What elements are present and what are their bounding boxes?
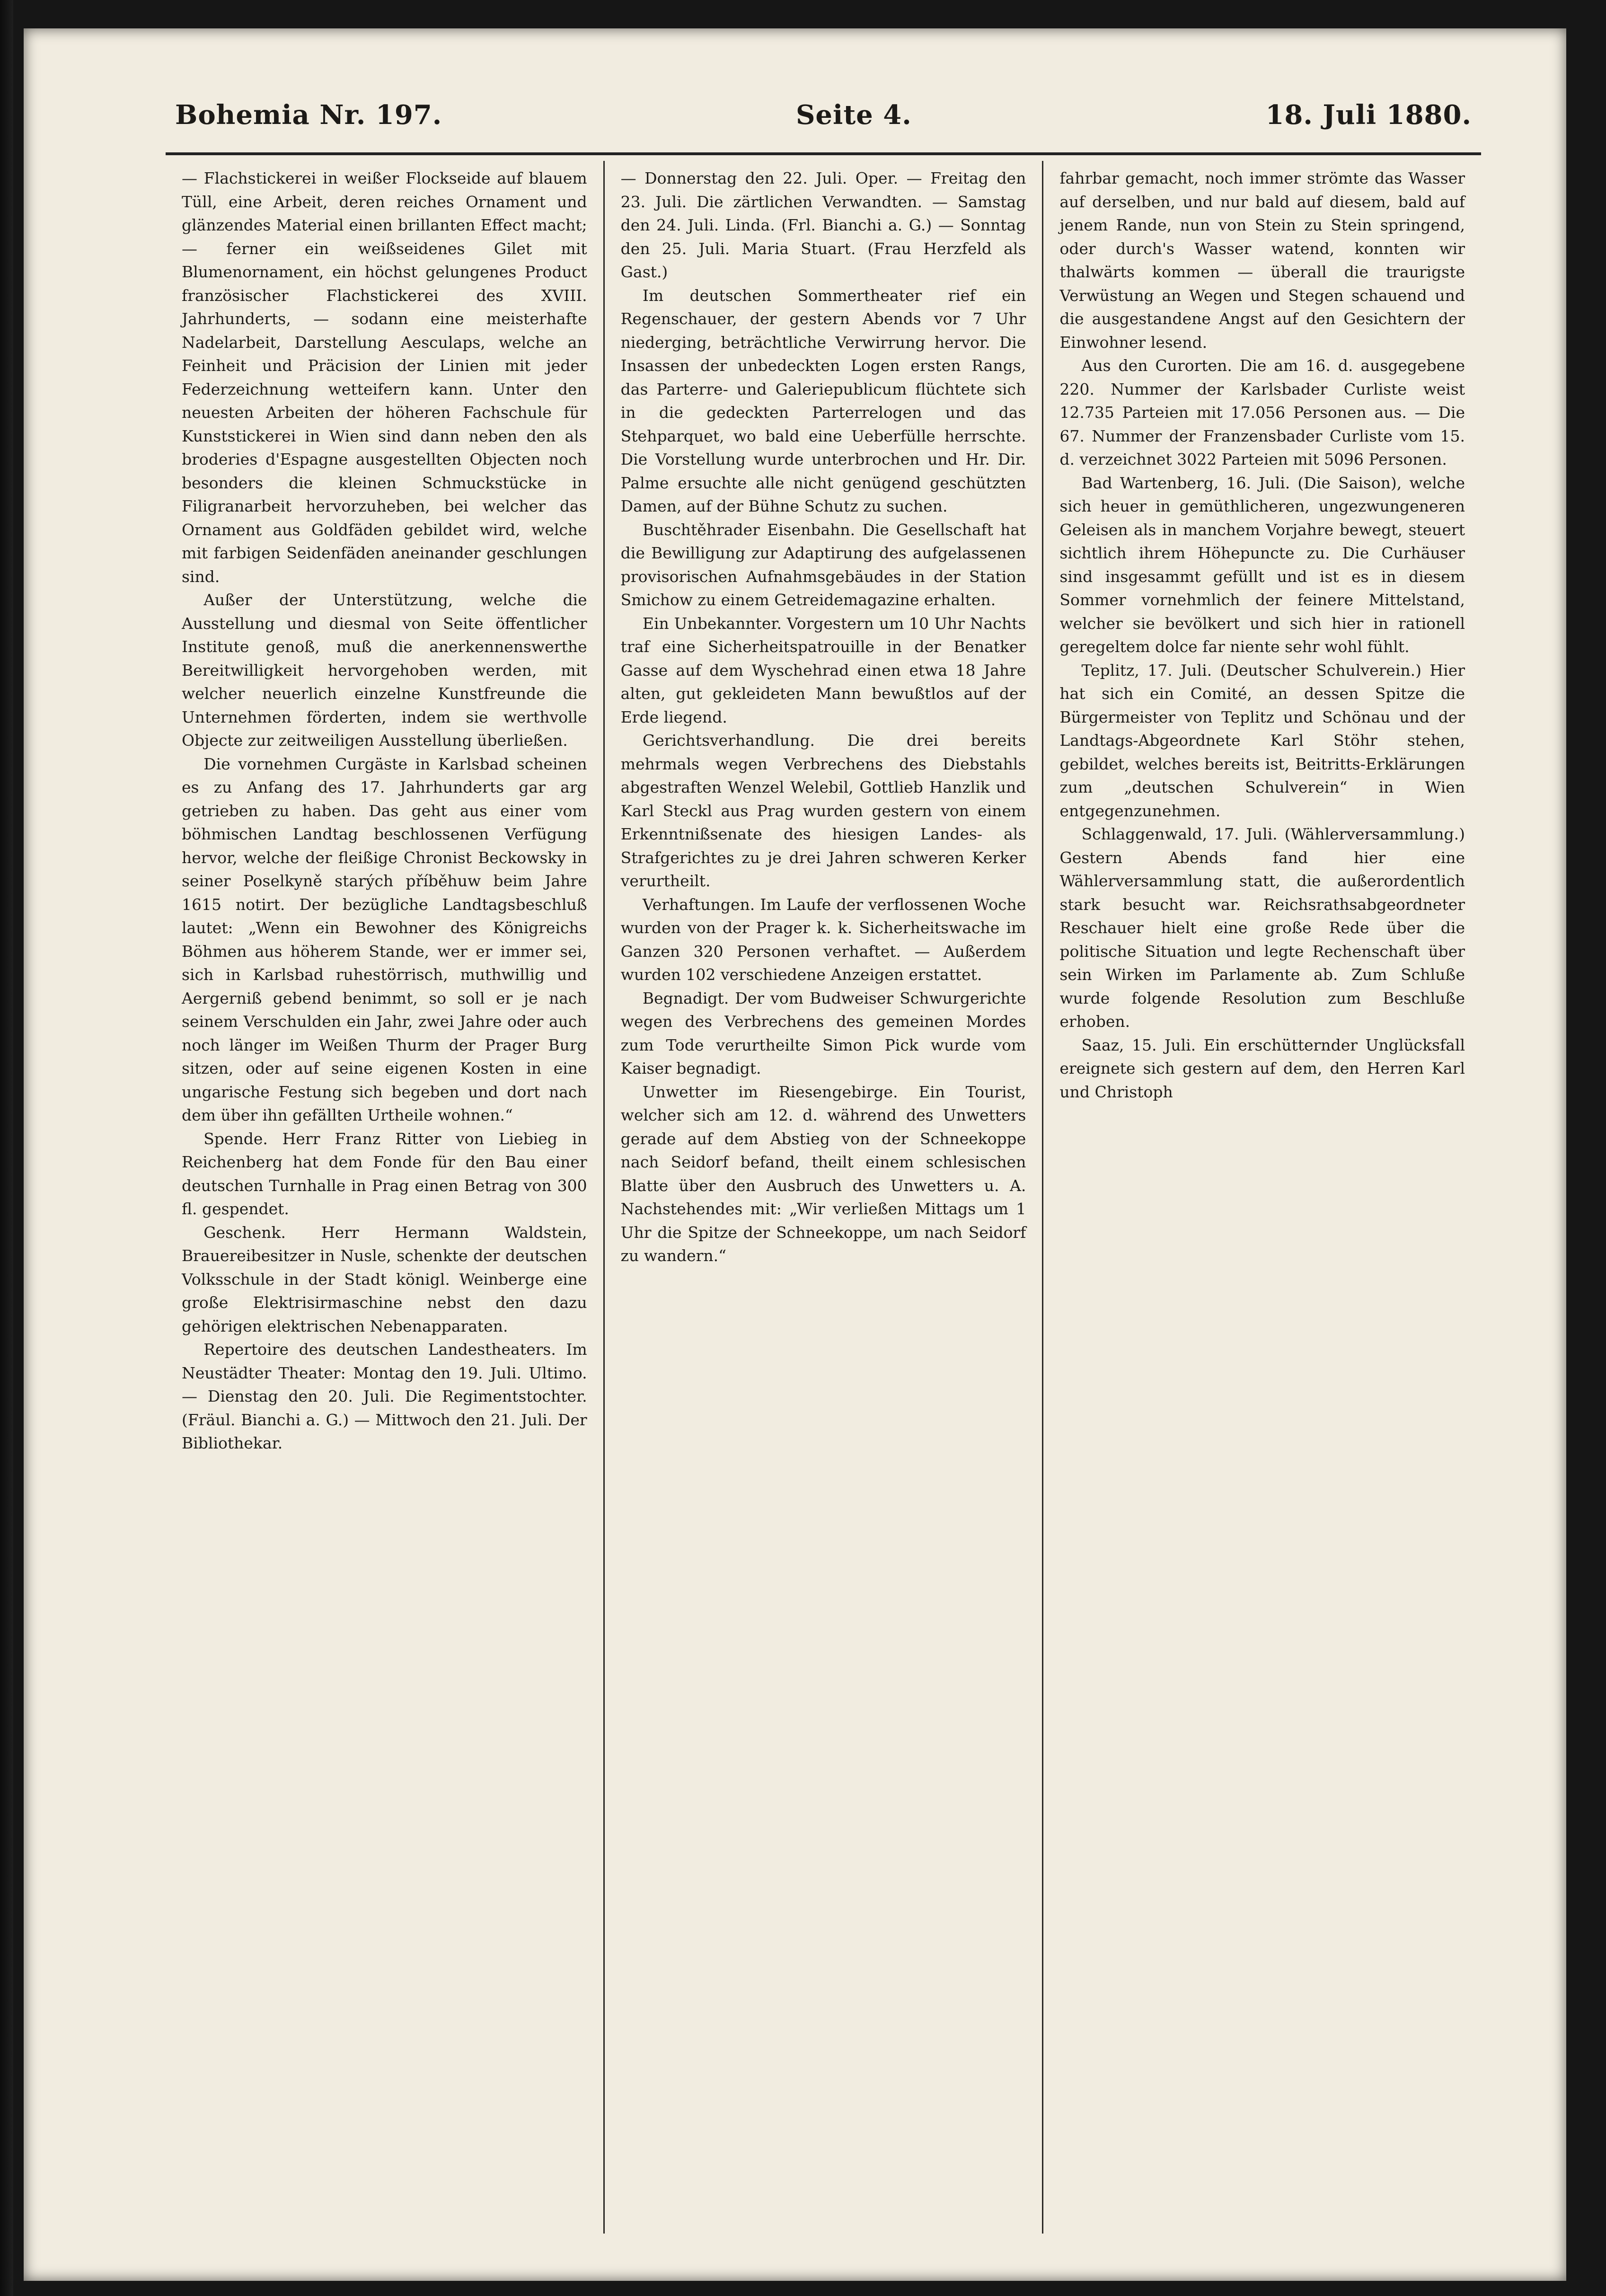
column-2 — [603, 161, 1042, 2234]
article-paragraph: Unwetter im Riesengebirge. Ein Tourist, welcher sich am 12. d. während des Unwetters gerade auf dem Abstieg von der Schneekoppe nach Seidorf befand, theilt einem schlesischen Blatte über den Ausbruch des Unwetters u. A. Nachstehendes mit: „Wir verließen Mittags um 1 Uhr die Spitze der Schneekoppe, um nach Seidorf zu wandern.“ — [620, 1082, 1026, 1265]
article-paragraph: Verhaftungen. Im Laufe der verflossenen Woche wurden von der Prager k. k. Sicherheitswache im Ganzen 320 Personen verhaftet. — Außerdem wurden 102 verschiedene Anzeigen erstattet. — [620, 895, 1026, 984]
text-columns — [166, 161, 1481, 2234]
newspaper-page — [24, 28, 1566, 2281]
article-paragraph: Gerichtsverhandlung. Die drei bereits mehrmals wegen Verbrechens des Diebstahls abgestraften Wenzel Welebil, Gottlieb Hanzlik und Karl Steckl aus Prag wurden gestern von einem Erkenntnißsenate des hiesigen Landes- als Strafgerichtes zu je drei Jahren schweren Kerker verurtheilt. — [620, 731, 1026, 890]
article-paragraph: Die vornehmen Curgäste in Karlsbad scheinen es zu Anfang des 17. Jahrhunderts gar arg getrieben zu haben. Das geht aus einer vom böhmischen Landtag beschlossenen Verfügung hervor, welche der fleißige Chronist Beckowsky in seiner Poselkyně starých příběhuw beim Jahre 1615 notirt. Der bezügliche Landtagsbeschluß lautet: „Wenn ein Bewohner des Königreichs Böhmen aus höherem Stande, wer er immer sei, sich in Karlsbad ruhestörrisch, muthwillig und Aergerniß gebend benimmt, so soll er je nach seinem Verschulden ein Jahr, zwei Jahre oder auch noch länger im Weißen Thurm der Prager Burg sitzen, oder auf seine eigenen Kosten in eine ungarische Festung sich begeben und dort nach dem über ihn gefällten Urtheile wohnen.“ — [182, 754, 587, 1124]
paper-name: Bohemia Nr. 197. — [175, 99, 442, 131]
article-paragraph: Schlaggenwald, 17. Juli. (Wählerversammlung.) Gestern Abends fand hier eine Wählerversammlung statt, die außerordentlich stark besucht war. Reichsrathsabgeordneter Reschauer hielt eine große Rede über die politische Situation und legte Rechenschaft über sein Wirken im Parlamente ab. Zum Schluße wurde folgende Resolution zum Beschluße erhoben. — [1059, 825, 1465, 1031]
column-3 — [1042, 161, 1481, 2234]
article-paragraph: — Flachstickerei in weißer Flockseide auf blauem Tüll, eine Arbeit, deren reiches Ornament und glänzendes Material einen brillanten Effect macht; — ferner ein weißseidenes Gilet mit Blumenornament, ein höchst gelungenes Product französischer Flachstickerei des XVIII. Jahrhunderts, — sodann eine meisterhafte Nadelarbeit, Darstellung Aesculaps, welche an Feinheit und Präcision der Linien mit jeder Federzeichnung wetteifern kann. Unter den neuesten Arbeiten der höheren Fachschule für Kunststickerei in Wien sind dann neben den als broderies d'Espagne ausgestellten Objecten noch besonders die kleinen Schmuckstücke in Filigranarbeit hervorzuheben, bei welcher das Ornament aus Goldfäden gebildet wird, welche mit farbigen Seidenfäden aneinander geschlungen sind. — [182, 169, 587, 586]
binding-edge — [0, 0, 13, 2296]
article-paragraph: Repertoire des deutschen Landestheaters. Im Neustädter Theater: Montag den 19. Juli. Ultimo. — Dienstag den 20. Juli. Die Regimentstochter. (Fräul. Bianchi a. G.) — Mittwoch den 21. Juli. Der Bibliothekar. — [182, 1340, 587, 1452]
issue-date: 18. Juli 1880. — [1265, 99, 1472, 131]
article-paragraph: Im deutschen Sommertheater rief ein Regenschauer, der gestern Abends vor 7 Uhr niederging, beträchtliche Verwirrung hervor. Die Insassen der unbedeckten Logen ersten Rangs, das Parterre- und Galeriepublicum flüchtete sich in die gedeckten Parterrelogen und das Stehparquet, wo bald eine Ueberfülle herrschte. Die Vorstellung wurde unterbrochen und Hr. Dir. Palme ersuchte alle nicht genügend geschützten Damen, auf der Bühne Schutz zu suchen. — [620, 286, 1026, 515]
article-paragraph: Buschtěhrader Eisenbahn. Die Gesellschaft hat die Bewilligung zur Adaptirung des aufgelassenen provisorischen Aufnahmsgebäudes in der Station Smichow zu einem Getreidemagazine erhalten. — [620, 520, 1026, 609]
article-paragraph: fahrbar gemacht, noch immer strömte das Wasser auf derselben, und nur bald auf diesem, bald auf jenem Rande, nun von Stein zu Stein springend, oder durch's Wasser watend, konnten wir thalwärts kommen — überall die traurigste Verwüstung an Wegen und Stegen schauend und die ausgestandene Angst auf den Gesichtern der Einwohner lesend. — [1059, 169, 1465, 352]
article-paragraph: Bad Wartenberg, 16. Juli. (Die Saison), welche sich heuer in gemüthlicheren, ungezwungeneren Geleisen als in manchem Vorjahre bewegt, steuert sichtlich ihrem Höhepuncte zu. Die Curhäuser sind insgesammt gefüllt und ist es in diesem Sommer vornehmlich der feinere Mittelstand, welcher sie bevölkert und sich hier in rationell geregeltem dolce far niente sehr wohl fühlt. — [1059, 473, 1465, 656]
article-paragraph: — Donnerstag den 22. Juli. Oper. — Freitag den 23. Juli. Die zärtlichen Verwandten. — Samstag den 24. Juli. Linda. (Frl. Bianchi a. G.) — Sonntag den 25. Juli. Maria Stuart. (Frau Herzfeld als Gast.) — [620, 169, 1026, 281]
article-paragraph: Teplitz, 17. Juli. (Deutscher Schulverein.) Hier hat sich ein Comité, an dessen Spitze die Bürgermeister von Teplitz und Schönau und der Landtags-Abgeordnete Karl Stöhr stehen, gebildet, welches bereits ist, Beitritts-Erklärungen zum „deutschen Schulverein“ in Wien entgegenzunehmen. — [1059, 661, 1465, 820]
article-paragraph: Geschenk. Herr Hermann Waldstein, Brauereibesitzer in Nusle, schenkte der deutschen Volksschule in der Stadt königl. Weinberge eine große Elektrisirmaschine nebst den dazu gehörigen elektrischen Nebenapparaten. — [182, 1223, 587, 1335]
article-paragraph: Saaz, 15. Juli. Ein erschütternder Unglücksfall ereignete sich gestern auf dem, den Herren Karl und Christoph — [1059, 1035, 1465, 1101]
header-rule — [166, 152, 1481, 155]
article-paragraph: Ein Unbekannter. Vorgestern um 10 Uhr Nachts traf eine Sicherheitspatrouille in der Benatker Gasse auf dem Wyschehrad einen etwa 18 Jahre alten, gut gekleideten Mann bewußtlos auf der Erde liegend. — [620, 614, 1026, 726]
article-paragraph: Spende. Herr Franz Ritter von Liebieg in Reichenberg hat dem Fonde für den Bau einer deutschen Turnhalle in Prag einen Betrag von 300 fl. gespendet. — [182, 1129, 587, 1218]
page-header — [175, 99, 1472, 142]
column-1 — [166, 161, 603, 2234]
page-number: Seite 4. — [795, 99, 912, 131]
article-paragraph: Begnadigt. Der vom Budweiser Schwurgerichte wegen des Verbrechens des gemeinen Mordes zum Tode verurtheilte Simon Pick wurde vom Kaiser begnadigt. — [620, 989, 1026, 1077]
article-paragraph: Aus den Curorten. Die am 16. d. ausgegebene 220. Nummer der Karlsbader Curliste weist 12.735 Parteien mit 17.056 Personen aus. — Die 67. Nummer der Franzensbader Curliste vom 15. d. verzeichnet 3022 Parteien mit 5096 Personen. — [1059, 356, 1465, 468]
article-paragraph: Außer der Unterstützung, welche die Ausstellung und diesmal von Seite öffentlicher Institute genoß, muß die anerkennenswerthe Bereitwilligkeit hervorgehoben werden, mit welcher neuerlich einzelne Kunstfreunde die Unternehmen förderten, indem sie werthvolle Objecte zur zeitweiligen Ausstellung überließen. — [182, 591, 587, 750]
